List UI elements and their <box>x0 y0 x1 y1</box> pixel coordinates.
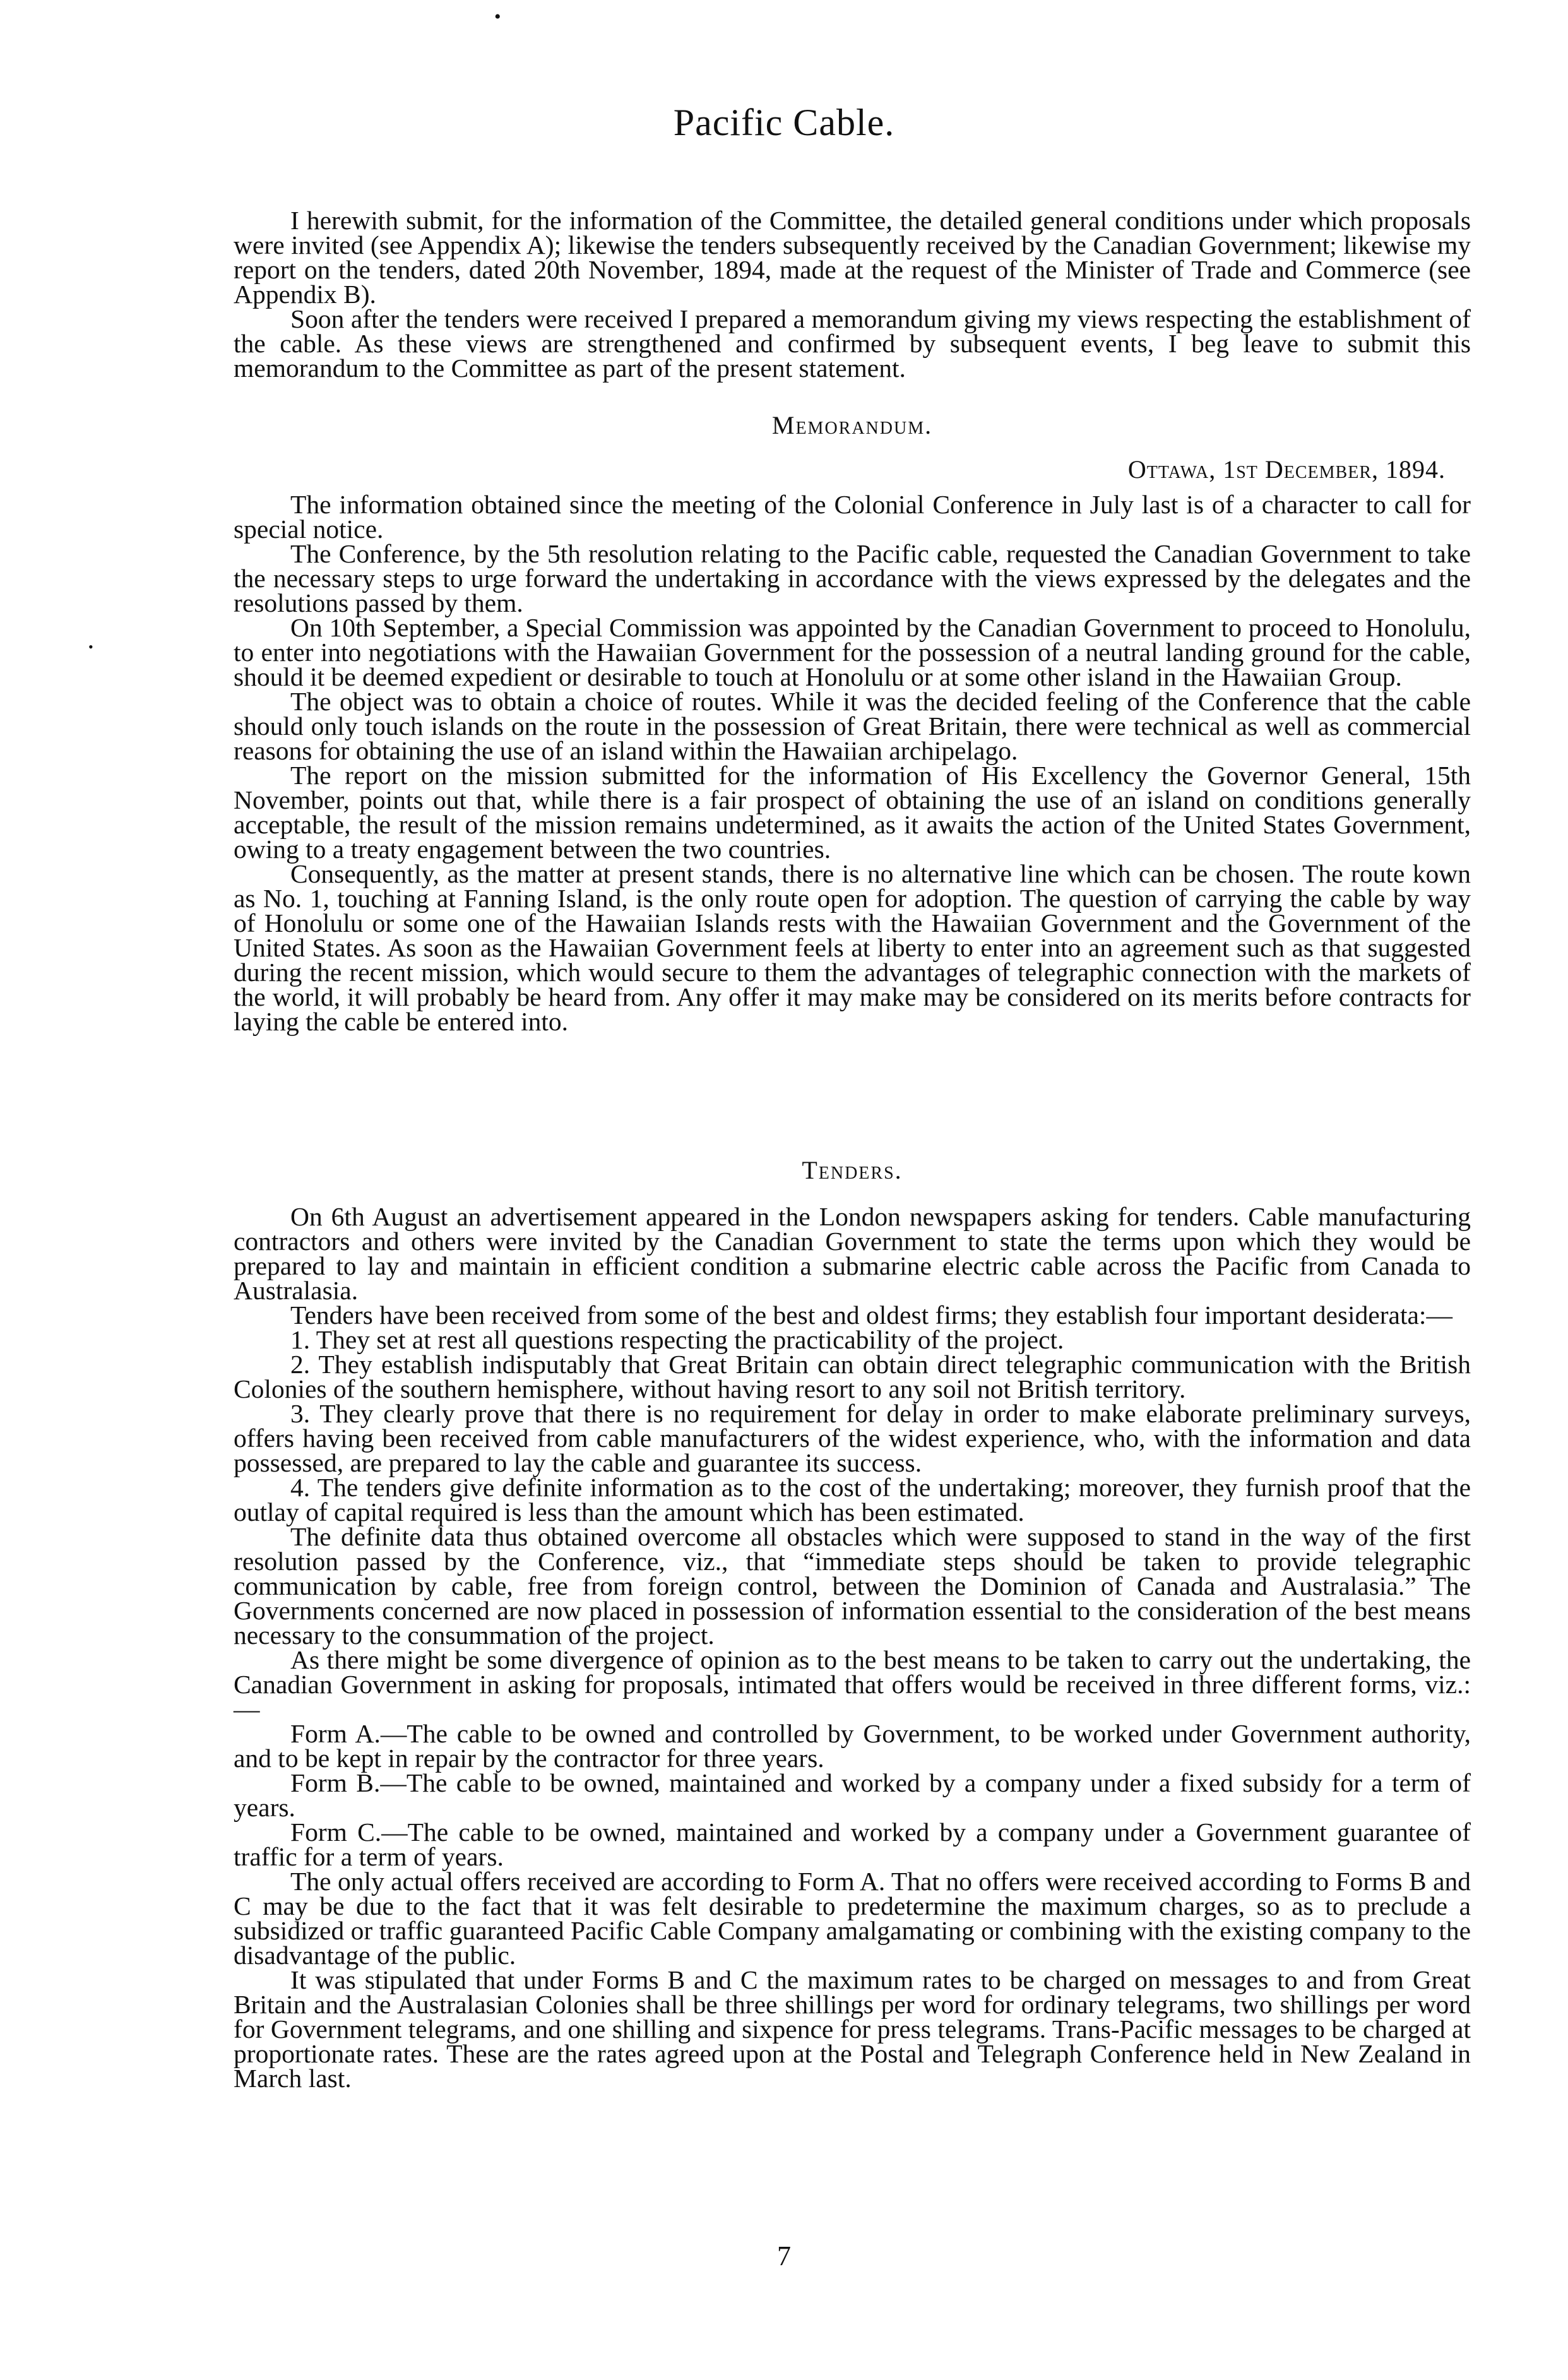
tenders-paragraph: The only actual offers received are according to Form A. That no offers were received according to Forms B and C may be due to the fact that it was felt desirable to predetermine the maximum charges, so as to preclude a subsidized or traffic guaranteed Pacific Cable Company amalgamating or combining with the existing company to the disadvantage of the public. <box>234 1867 1471 1970</box>
tenders-heading: Tenders. <box>802 1156 903 1184</box>
tenders-paragraph: On 6th August an advertisement appeared in the London newspapers asking for tenders. Cable manufacturing contractors and others were invited by the Canadian Government to state the terms upon which they would be prepared to lay and maintain in efficient condition a submarine electric cable across the Pacific from Canada to Australasia. <box>234 1202 1471 1305</box>
tenders-list-item: 1. They set at rest all questions respecting the practicability of the project. <box>290 1325 1064 1354</box>
tenders-list-item: 3. They clearly prove that there is no requirement for delay in order to make elaborate preliminary surveys, offers having been received from cable manufacturers of the widest experience, who, with the information and data possessed, are prepared to lay the cable and guarantee its success. <box>234 1399 1471 1477</box>
memorandum-body <box>234 492 1471 1034</box>
tenders-list-item: 4. The tenders give definite information as to the cost of the undertaking; moreover, they furnish proof that the outlay of capital required is less than the amount which has been estimated. <box>234 1473 1471 1526</box>
memorandum-heading: Memorandum. <box>771 411 933 439</box>
print-speck: • <box>88 639 93 655</box>
tenders-list-item: 2. They establish indisputably that Great Britain can obtain direct telegraphic communication with the British Colonies of the southern hemisphere, without having resort to any soil not British territory. <box>234 1350 1471 1403</box>
intro-paragraph: I herewith submit, for the information of the Committee, the detailed general conditions under which proposals were invited (see Appendix A); likewise the tenders subsequently received by the Canadian Government; likewise my report on the tenders, dated 20th November, 1894, made at the request of the Minister of Trade and Commerce (see Appendix B). <box>234 206 1471 309</box>
tenders-paragraph: It was stipulated that under Forms B and C the maximum rates to be charged on messages to and from Great Britain and the Australasian Colonies shall be three shillings per word for ordinary telegrams, two shillings per word for Government telegrams, and one shilling and sixpence for press telegrams. Trans-Pacific messages to be charged at proportionate rates. These are the rates agreed upon at the Postal and Telegraph Conference held in New Zealand in March last. <box>234 1965 1471 2093</box>
print-speck: • <box>494 6 501 27</box>
memorandum-paragraph: The Conference, by the 5th resolution relating to the Pacific cable, requested the Canadian Government to take the necessary steps to urge forward the undertaking in accordance with the views expressed by the delegates and the resolutions passed by them. <box>234 539 1471 617</box>
memorandum-dateline-row <box>234 455 1471 484</box>
page-number: 7 <box>777 2240 791 2271</box>
tenders-section <box>234 1155 1471 1185</box>
tenders-form-item: Form C.—The cable to be owned, maintained and worked by a company under a Government guarantee of traffic for a term of years. <box>234 1818 1471 1871</box>
tenders-paragraph: As there might be some divergence of opinion as to the best means to be taken to carry out the undertaking, the Canadian Government in asking for proposals, intimated that offers would be received in three different forms, viz.:— <box>234 1645 1471 1723</box>
memorandum-paragraph: On 10th September, a Special Commission was appointed by the Canadian Government to proceed to Honolulu, to enter into negotiations with the Hawaiian Government for the possession of a neutral landing ground for the cable, should it be deemed expedient or desirable to touch at Honolulu or at some other island in the Hawaiian Group. <box>234 613 1471 691</box>
tenders-form-item: Form B.—The cable to be owned, maintained and worked by a company under a fixed subsidy for a term of years. <box>234 1768 1471 1822</box>
intro-section <box>234 208 1471 381</box>
memorandum-paragraph: The object was to obtain a choice of routes. While it was the decided feeling of the Conference that the cable should only touch islands on the route in the possession of Great Britain, there were technical as well as commercial reasons for obtaining the use of an island within the Hawaiian archipelago. <box>234 687 1471 765</box>
memorandum-paragraph: Consequently, as the matter at present stands, there is no alternative line which can be chosen. The route kown as No. 1, touching at Fanning Island, is the only route open for adoption. The question of carrying the cable by way of Honolulu or some one of the Hawaiian Islands rests with the Hawaiian Government and the Government of the United States. As soon as the Hawaiian Government feels at liberty to enter into an agreement such as that suggested during the recent mission, which would secure to them the advantages of telegraphic connection with the markets of the world, it will probably be heard from. Any offer it may make may be considered on its merits before contracts for laying the cable be entered into. <box>234 859 1471 1036</box>
memorandum-paragraph: The information obtained since the meeting of the Colonial Conference in July last is of a character to call for special notice. <box>234 490 1471 544</box>
page-title: Pacific Cable. <box>673 102 895 143</box>
tenders-body <box>234 1202 1471 2093</box>
memorandum-paragraph: The report on the mission submitted for the information of His Excellency the Governor General, 15th November, points out that, while there is a fair prospect of obtaining the use of an island on conditions generally acceptable, the result of the mission remains undetermined, as it awaits the action of the United States Government, owing to a treaty engagement between the two countries. <box>234 761 1471 864</box>
tenders-paragraph: Tenders have been received from some of the best and oldest firms; they establish four important desiderata:— <box>290 1300 1452 1330</box>
memorandum-dateline: Ottawa, 1st December, 1894. <box>1127 455 1446 484</box>
tenders-form-item: Form A.—The cable to be owned and controlled by Government, to be worked under Government authority, and to be kept in repair by the contractor for three years. <box>234 1719 1471 1773</box>
intro-paragraph: Soon after the tenders were received I prepared a memorandum giving my views respecting the establishment of the cable. As these views are strengthened and confirmed by subsequent events, I beg leave to submit this memorandum to the Committee as part of the present statement. <box>234 304 1471 383</box>
tenders-paragraph: The definite data thus obtained overcome all obstacles which were supposed to stand in the way of the first resolution passed by the Conference, viz., that “immediate steps should be taken to provide telegraphic communication by cable, free from foreign control, between the Dominion of Canada and Australasia.” The Governments concerned are now placed in possession of information essential to the consideration of the best means necessary to the consummation of the project. <box>234 1522 1471 1650</box>
memorandum-section <box>234 410 1471 440</box>
